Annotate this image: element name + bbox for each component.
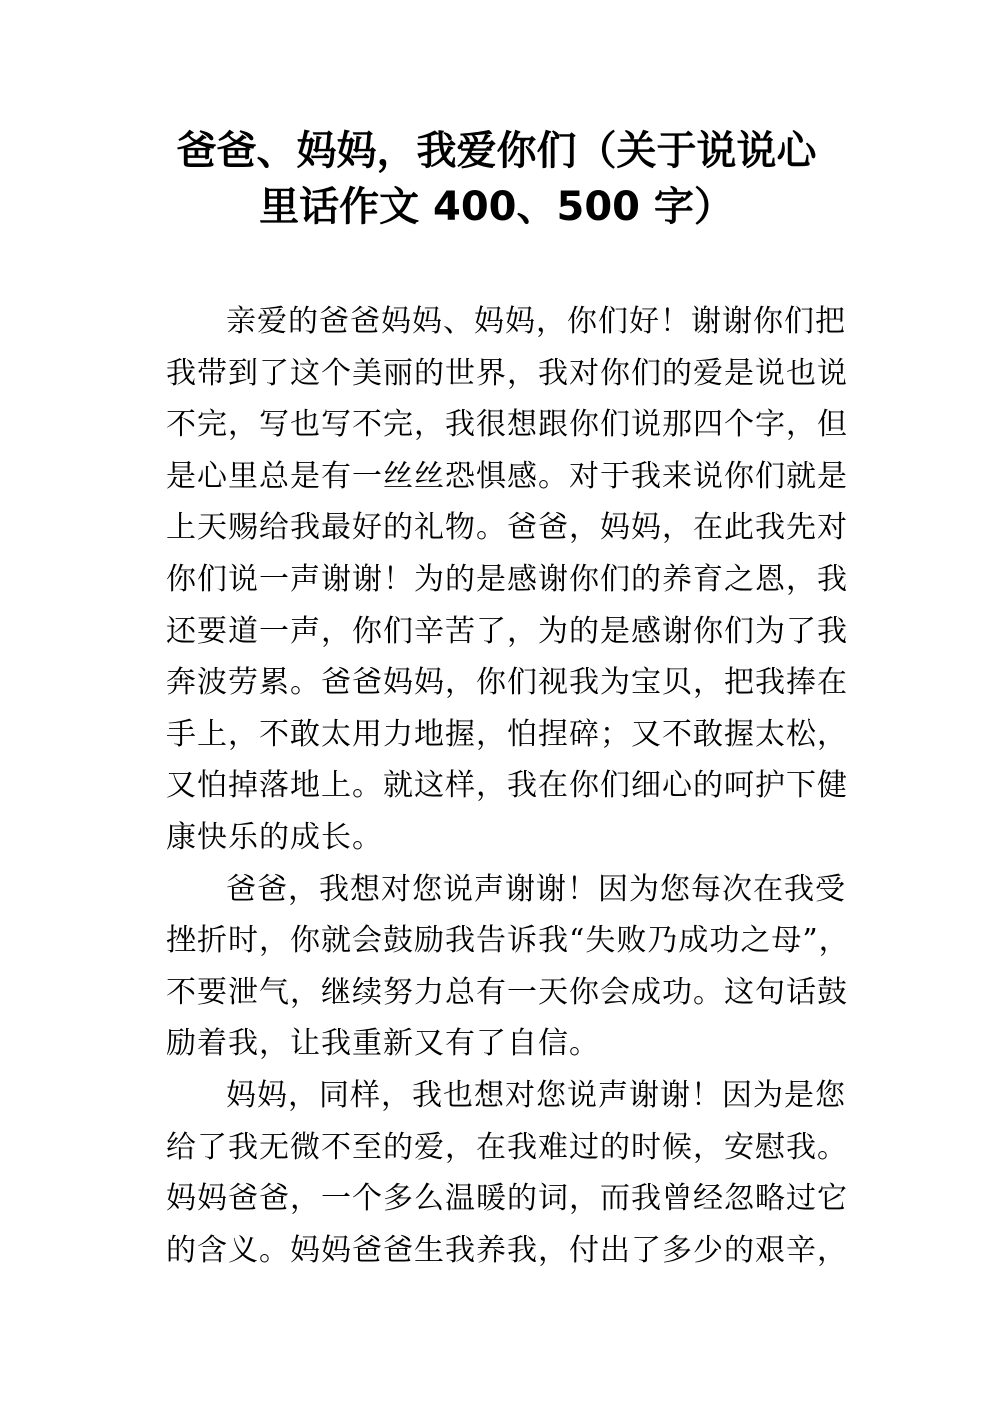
text-line: 励着我，让我重新又有了自信。: [166, 1026, 600, 1062]
document-body: [166, 296, 850, 1276]
text-line: 奔波劳累。爸爸妈妈，你们视我为宝贝，把我捧在: [166, 665, 848, 701]
text-line: 又怕掉落地上。就这样，我在你们细心的呵护下健: [166, 768, 848, 804]
paragraph-1: [166, 296, 848, 864]
document-title: [140, 123, 853, 235]
title-line-1: 爸爸、妈妈，我爱你们（关于说说心: [176, 128, 817, 174]
text-line: 的含义。妈妈爸爸生我养我，付出了多少的艰辛，: [166, 1232, 848, 1268]
text-line: 康快乐的成长。: [166, 819, 383, 855]
text-line: 亲爱的爸爸妈妈、妈妈，你们好！谢谢你们把: [226, 304, 846, 339]
text-line: 妈妈，同样，我也想对您说声谢谢！因为是您: [226, 1077, 846, 1113]
text-line: 上天赐给我最好的礼物。爸爸，妈妈，在此我先对: [166, 510, 848, 546]
text-line: 挫折时，你就会鼓励我告诉我“失败乃成功之母”，: [166, 923, 850, 959]
title-line-2: 里话作文 400、500 字）: [259, 184, 734, 230]
text-line: 给了我无微不至的爱，在我难过的时候，安慰我。: [166, 1129, 848, 1165]
text-line: 是心里总是有一丝丝恐惧感。对于我来说你们就是: [166, 458, 848, 494]
text-line: 不完，写也写不完，我很想跟你们说那四个字，但: [166, 407, 848, 443]
paragraph-3: [166, 1070, 848, 1276]
text-line: 还要道一声，你们辛苦了，为的是感谢你们为了我: [166, 613, 848, 649]
text-line: 你们说一声谢谢！为的是感谢你们的养育之恩，我: [166, 561, 848, 597]
text-line: 我带到了这个美丽的世界，我对你们的爱是说也说: [166, 355, 848, 391]
paragraph-2: [166, 864, 850, 1070]
text-line: 爸爸，我想对您说声谢谢！因为您每次在我受: [226, 871, 846, 907]
text-line: 妈妈爸爸，一个多么温暖的词，而我曾经忽略过它: [166, 1181, 848, 1217]
text-line: 不要泄气，继续努力总有一天你会成功。这句话鼓: [166, 974, 848, 1010]
text-line: 手上，不敢太用力地握，怕捏碎；又不敢握太松，: [166, 716, 848, 752]
